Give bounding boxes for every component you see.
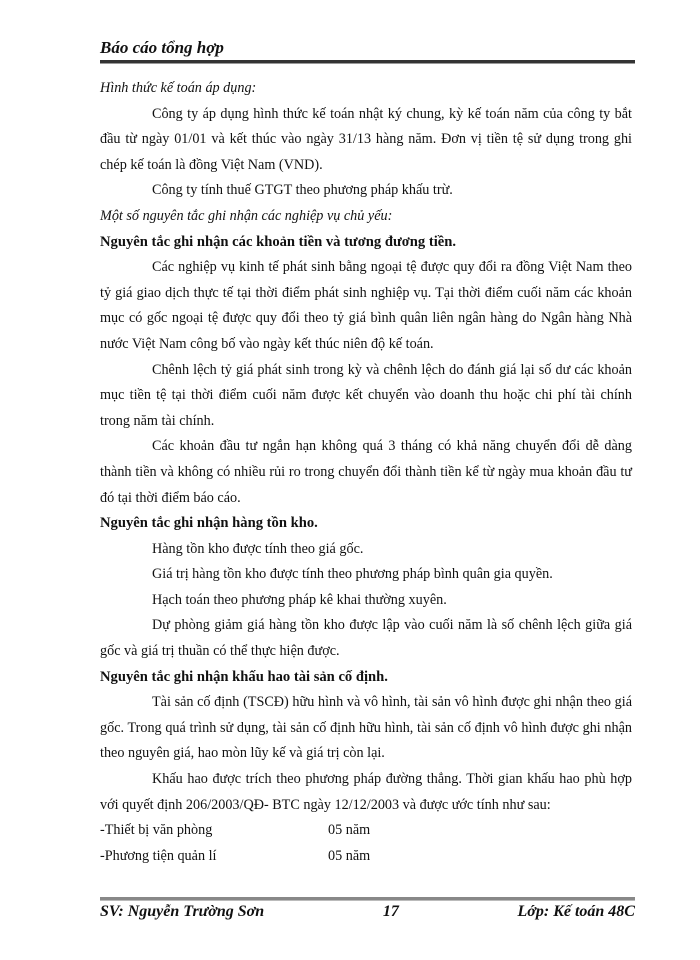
asset-item: -Thiết bị văn phòng (100, 822, 213, 839)
asset-period: 05 năm (328, 847, 371, 864)
footer-class: Lớp: Kế toán 48C (517, 903, 635, 920)
asset-period: 05 năm (328, 822, 371, 839)
page-number: 17 (382, 903, 399, 920)
subheading: Hình thức kế toán áp dụng: (100, 80, 257, 96)
paragraph: Công ty áp dụng hình thức kế toán nhật ký chung, kỳ kế toán năm của công ty bắt đầu từ ngày 01/01 và kết thúc vào ngày 31/13 hàng năm. Đơn vị tiền tệ sử dụng trong ghi chép kế toán là đồng Việt Nam (VND). (100, 105, 632, 173)
paragraph: Chênh lệch tỷ giá phát sinh trong kỳ và chênh lệch do đánh giá lại số dư các khoản mục tiền tệ tại thời điểm cuối năm được kết chuyển vào doanh thu hoặc chi phí tài chính trong năm tài chính. (100, 361, 632, 429)
header-title: Báo cáo tổng hợp (100, 38, 224, 57)
paragraph: Tài sản cố định (TSCĐ) hữu hình và vô hình, tài sản vô hình được ghi nhận theo giá gốc. Trong quá trình sử dụng, tài sản cố định hữu hình, tài sản cố định vô hình được ghi nhận theo nguyên giá, hao mòn lũy kế và giá trị còn lại. (100, 694, 632, 762)
document-body (100, 76, 632, 869)
paragraph: Hàng tồn kho được tính theo giá gốc. (152, 540, 364, 557)
paragraph: Khấu hao được trích theo phương pháp đường thẳng. Thời gian khấu hao phù hợp với quyết định 206/2003/QĐ- BTC ngày 12/12/2003 và được ước tính như sau: (100, 771, 632, 813)
footer-student: SV: Nguyễn Trường Sơn (100, 903, 265, 920)
subheading: Một số nguyên tắc ghi nhận các nghiệp vụ chủ yếu: (100, 207, 393, 224)
footer-divider (100, 897, 635, 901)
paragraph: Các khoản đầu tư ngắn hạn không quá 3 tháng có khả năng chuyển đổi dễ dàng thành tiền và không có nhiều rủi ro trong chuyển đổi thành tiền kể từ ngày mua khoản đầu tư đó tại thời điểm báo cáo. (100, 438, 632, 506)
page-footer (100, 897, 635, 921)
paragraph: Các nghiệp vụ kinh tế phát sinh bằng ngoại tệ được quy đổi ra đồng Việt Nam theo tỷ giá giao dịch thực tế tại thời điểm phát sinh nghiệp vụ. Tại thời điểm cuối năm các khoản mục có gốc ngoại tệ được quy đổi theo tỷ giá bình quân liên ngân hàng do Ngân hàng Nhà nước Việt Nam công bố vào ngày kết thúc niên độ kế toán. (100, 259, 632, 352)
section-heading: Nguyên tắc ghi nhận hàng tồn kho. (100, 515, 318, 532)
depreciation-row (100, 844, 632, 870)
section-heading: Nguyên tắc ghi nhận các khoản tiền và tương đương tiền. (100, 233, 457, 250)
asset-item: -Phương tiện quản lí (100, 847, 217, 864)
page-header (100, 38, 635, 64)
paragraph: Giá trị hàng tồn kho được tính theo phương pháp bình quân gia quyền. (152, 566, 553, 583)
paragraph: Công ty tính thuế GTGT theo phương pháp khấu trừ. (152, 182, 453, 199)
section-heading: Nguyên tắc ghi nhận khấu hao tài sản cố định. (100, 668, 388, 685)
depreciation-row (100, 818, 632, 844)
paragraph: Dự phòng giảm giá hàng tồn kho được lập vào cuối năm là số chênh lệch giữa giá gốc và giá trị thuần có thể thực hiện được. (100, 617, 632, 660)
paragraph: Hạch toán theo phương pháp kê khai thường xuyên. (152, 591, 447, 608)
header-divider (100, 60, 635, 64)
